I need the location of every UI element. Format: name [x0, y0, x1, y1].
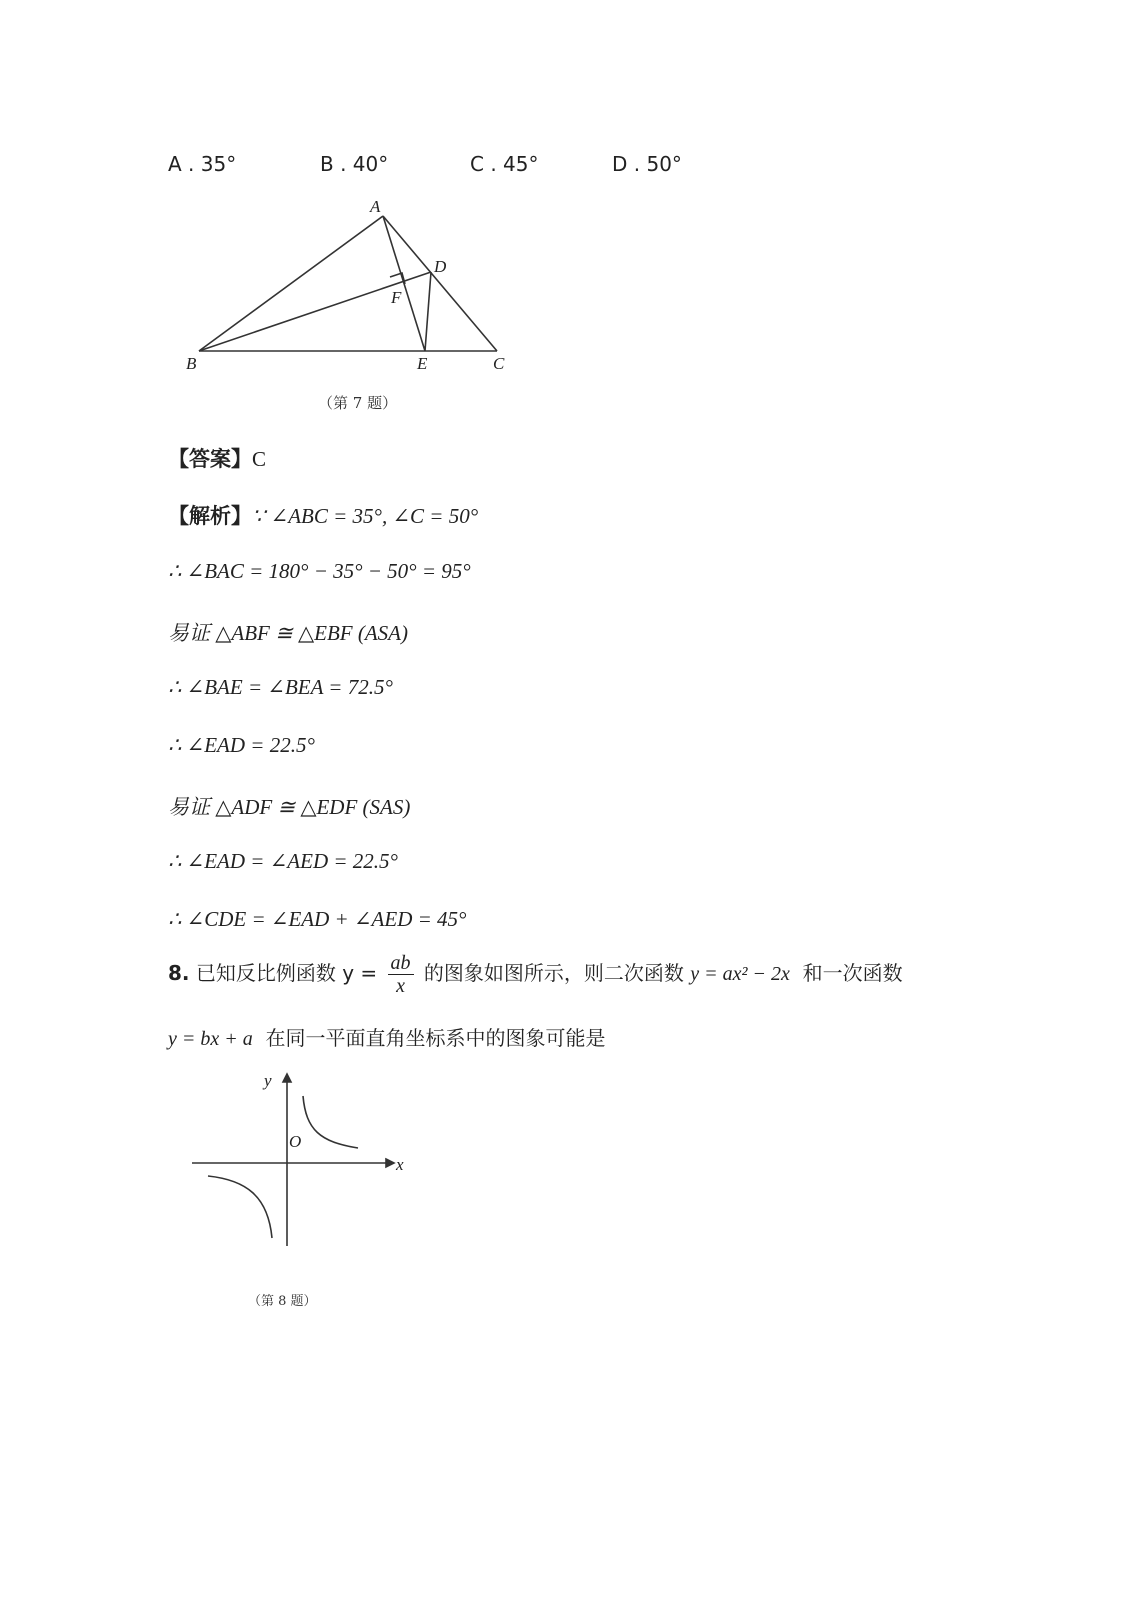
label-e: E [417, 354, 428, 373]
q8-text-3: 和一次函数 [802, 961, 903, 985]
step-7: ∴ ∠CDE = ∠EAD + ∠AED = 45° [168, 907, 467, 931]
q8-line-1 [168, 952, 903, 997]
step-4: ∴ ∠EAD = 22.5° [168, 733, 315, 757]
x-axis-arrow [386, 1159, 394, 1167]
q7-caption: （第 7 题） [318, 394, 398, 412]
q8-number: 8. [168, 961, 190, 985]
option-a[interactable]: A . 35° [168, 152, 237, 176]
step-6: ∴ ∠EAD = ∠AED = 22.5° [168, 849, 398, 873]
q8-caption: （第 8 题） [248, 1294, 317, 1309]
label-b: B [186, 354, 197, 373]
segment-ab [199, 216, 383, 351]
hyperbola-branch-q1 [303, 1096, 358, 1148]
q8-text-4: 在同一平面直角坐标系中的图象可能是 [265, 1026, 606, 1050]
label-f: F [391, 288, 402, 307]
q8-linear: y = bx + a [168, 1028, 253, 1050]
q8-text-1: 已知反比例函数 y = [195, 961, 378, 985]
segment-bd [199, 272, 431, 351]
fraction-denominator: x [396, 975, 405, 997]
hyperbola-branch-q3 [208, 1176, 272, 1238]
option-b[interactable]: B . 40° [320, 152, 389, 176]
label-d: D [434, 257, 447, 276]
fraction-numerator: ab [388, 952, 414, 975]
q8-quadratic: y = ax² − 2x [690, 963, 790, 985]
label-x: x [396, 1155, 404, 1174]
hyperbola-graph [0, 1060, 1132, 1260]
step-3: ∴ ∠BAE = ∠BEA = 72.5° [168, 675, 393, 699]
step-2: 易证 △ABF ≅ △EBF (ASA) [168, 621, 409, 645]
step-1: ∴ ∠BAC = 180° − 35° − 50° = 95° [168, 559, 471, 583]
answer-line [168, 443, 266, 473]
triangle-figure [0, 0, 1132, 420]
answer-value: C [252, 447, 267, 471]
q8-text-2: 的图象如图所示，则二次函数 [423, 961, 684, 985]
segment-de [425, 272, 431, 351]
label-a: A [370, 197, 381, 216]
label-y: y [264, 1071, 272, 1090]
q8-fraction [388, 952, 414, 997]
analysis-line [168, 500, 478, 530]
segment-ac [383, 216, 497, 351]
option-c[interactable]: C . 45° [470, 152, 539, 176]
y-axis-arrow [283, 1074, 291, 1082]
step-0: ∵ ∠ABC = 35°, ∠C = 50° [252, 504, 479, 528]
answer-label: 【答案】 [168, 447, 252, 471]
segment-ae [383, 216, 425, 351]
label-origin: O [289, 1132, 302, 1151]
option-d[interactable]: D . 50° [612, 152, 682, 176]
step-5: 易证 △ADF ≅ △EDF (SAS) [168, 795, 411, 819]
q8-line-2 [168, 1022, 605, 1051]
label-c: C [493, 354, 505, 373]
analysis-label: 【解析】 [168, 504, 252, 528]
